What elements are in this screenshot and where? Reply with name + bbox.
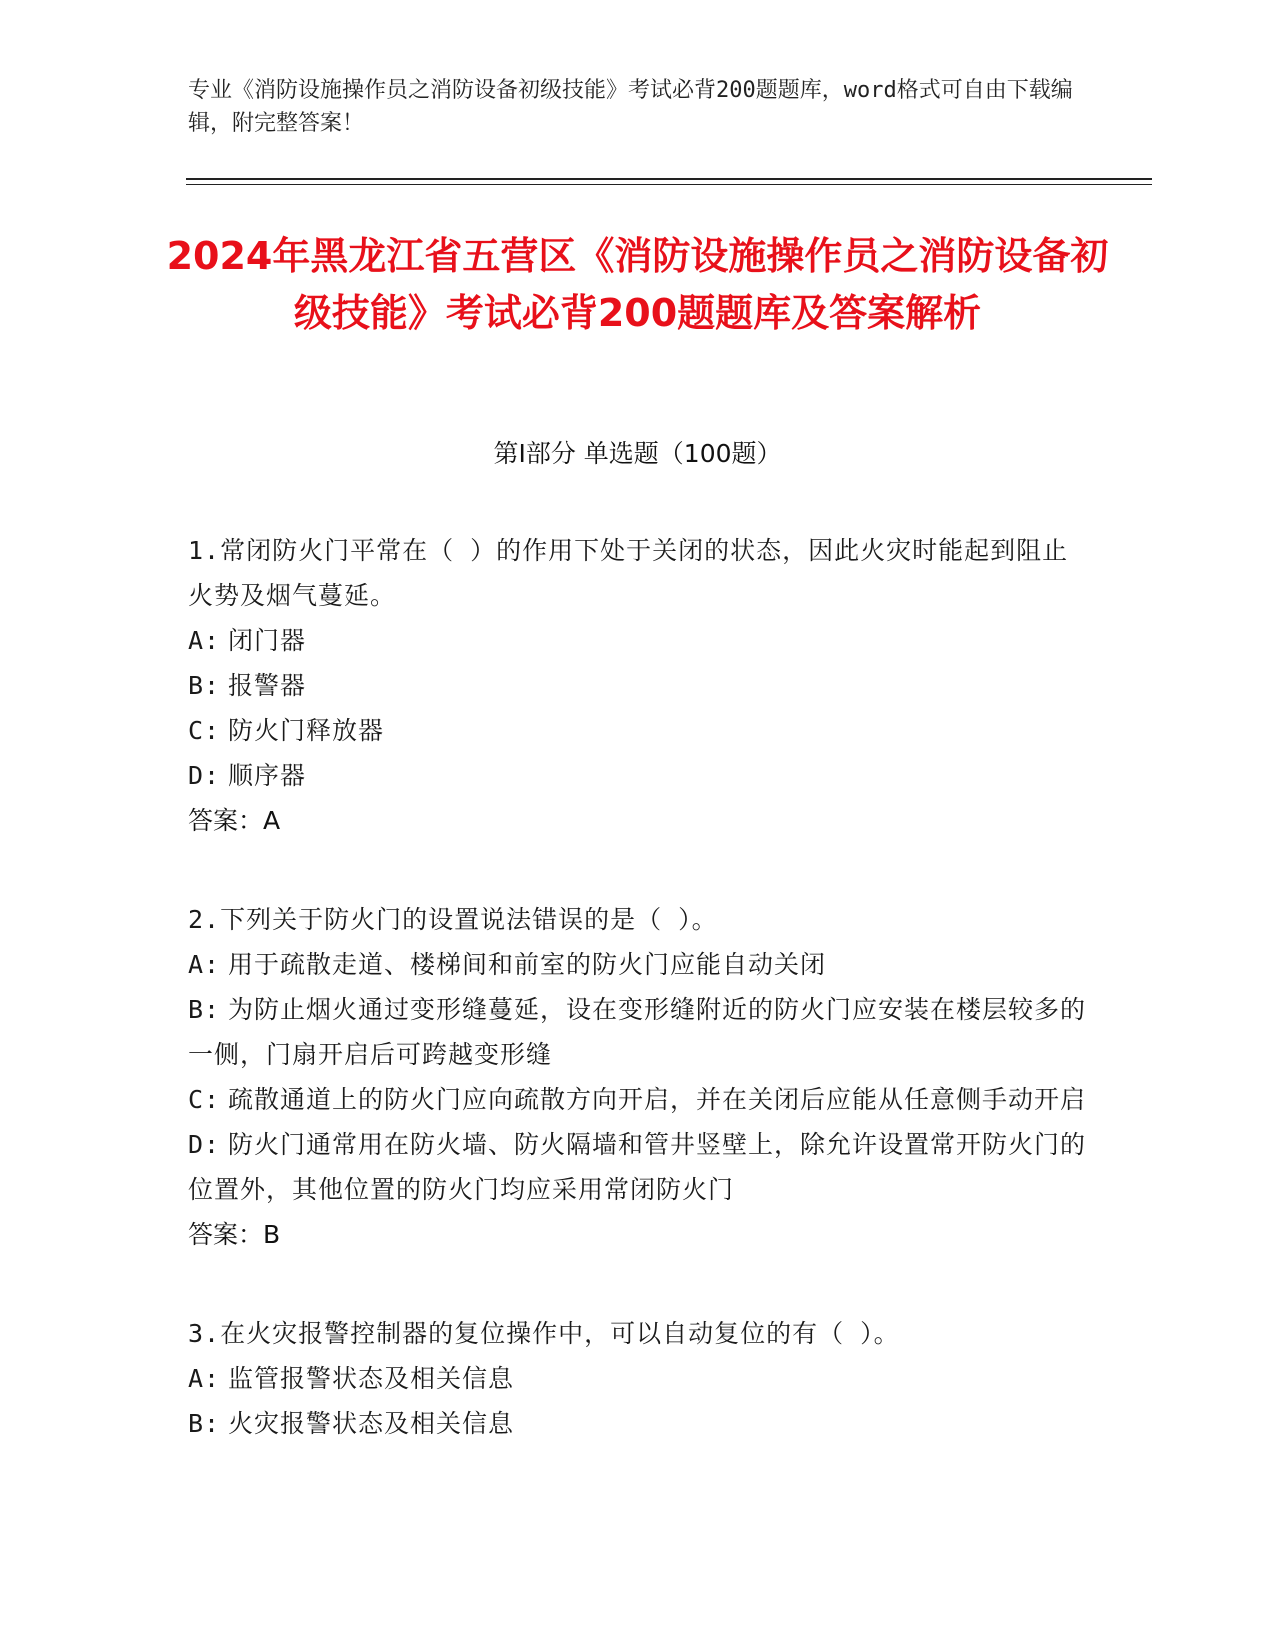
option-d bbox=[188, 753, 1088, 798]
option-letter: D: bbox=[188, 1130, 221, 1159]
question-3 bbox=[188, 1311, 1088, 1446]
option-a bbox=[188, 1356, 1088, 1401]
option-letter: C: bbox=[188, 716, 221, 745]
answer-line: 答案：B bbox=[188, 1220, 281, 1249]
option-a bbox=[188, 618, 1088, 663]
option-text: 监管报警状态及相关信息 bbox=[228, 1364, 515, 1393]
option-text: 火灾报警状态及相关信息 bbox=[228, 1409, 515, 1438]
option-c bbox=[188, 1077, 1088, 1122]
option-letter: C: bbox=[188, 1085, 221, 1114]
option-d bbox=[188, 1122, 1088, 1212]
option-text: 防火门通常用在防火墙、防火隔墙和管井竖壁上，除允许设置常开防火门的位置外，其他位置的防火门均应采用常闭防火门 bbox=[188, 1130, 1087, 1204]
option-letter: D: bbox=[188, 761, 221, 790]
header-divider bbox=[186, 178, 1152, 180]
document-title: 2024年黑龙江省五营区《消防设施操作员之消防设备初级技能》考试必背200题题库及答案解析 bbox=[166, 234, 1109, 335]
option-text: 防火门释放器 bbox=[228, 716, 385, 745]
header-divider-thin bbox=[186, 184, 1152, 185]
option-text: 报警器 bbox=[228, 671, 307, 700]
option-text: 为防止烟火通过变形缝蔓延，设在变形缝附近的防火门应安装在楼层较多的一侧，门扇开启后可跨越变形缝 bbox=[188, 995, 1087, 1069]
option-text: 疏散通道上的防火门应向疏散方向开启，并在关闭后应能从任意侧手动开启 bbox=[228, 1085, 1087, 1114]
option-c bbox=[188, 708, 1088, 753]
question-stem: 3.在火灾报警控制器的复位操作中，可以自动复位的有（ ）。 bbox=[188, 1319, 900, 1348]
option-letter: B: bbox=[188, 1409, 221, 1438]
question-1 bbox=[188, 528, 1088, 843]
option-letter: B: bbox=[188, 995, 221, 1024]
option-text: 闭门器 bbox=[228, 626, 307, 655]
question-2 bbox=[188, 897, 1088, 1257]
option-b bbox=[188, 663, 1088, 708]
question-stem: 1.常闭防火门平常在（ ）的作用下处于关闭的状态，因此火灾时能起到阻止火势及烟气蔓延。 bbox=[188, 536, 1069, 610]
option-letter: A: bbox=[188, 950, 221, 979]
option-letter: B: bbox=[188, 671, 221, 700]
section-heading: 第I部分 单选题（100题） bbox=[493, 439, 782, 468]
option-text: 用于疏散走道、楼梯间和前室的防火门应能自动关闭 bbox=[228, 950, 827, 979]
question-stem: 2.下列关于防火门的设置说法错误的是（ ）。 bbox=[188, 905, 718, 934]
option-letter: A: bbox=[188, 626, 221, 655]
option-text: 顺序器 bbox=[228, 761, 307, 790]
answer-line: 答案：A bbox=[188, 806, 281, 835]
option-letter: A: bbox=[188, 1364, 221, 1393]
question-list bbox=[188, 528, 1088, 1500]
option-a bbox=[188, 942, 1088, 987]
option-b bbox=[188, 987, 1088, 1077]
header-note: 专业《消防设施操作员之消防设备初级技能》考试必背200题题库，word格式可自由下载编辑，附完整答案！ bbox=[188, 78, 1073, 136]
option-b bbox=[188, 1401, 1088, 1446]
